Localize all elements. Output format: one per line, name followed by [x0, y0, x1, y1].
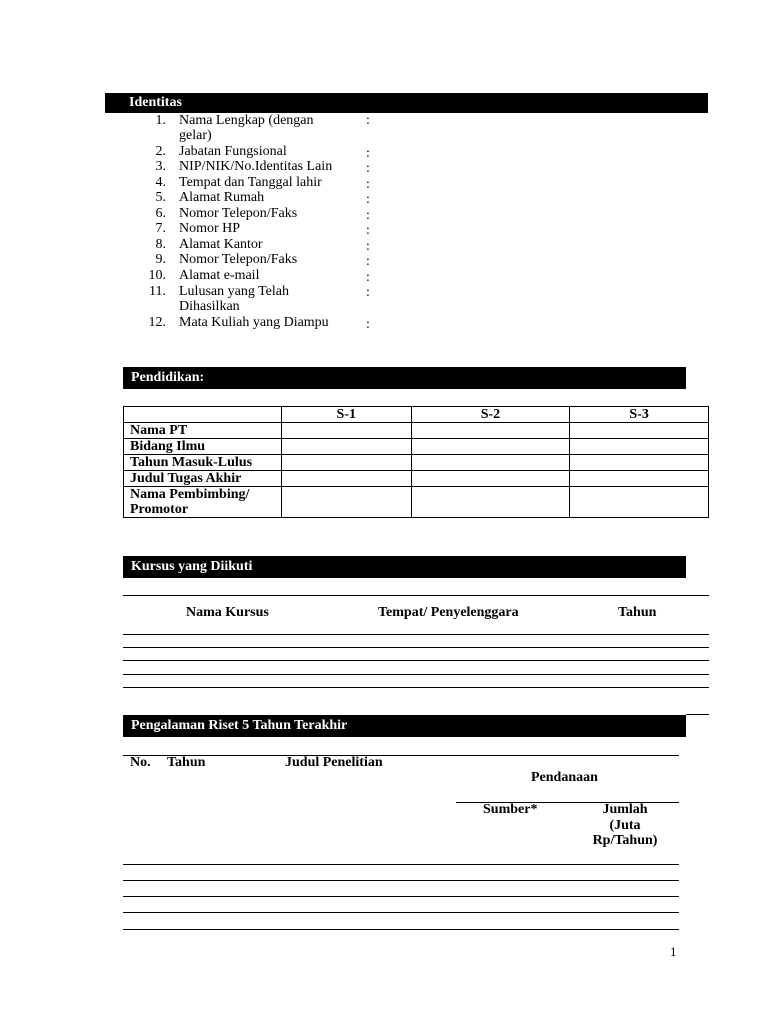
riset-col-judul: Judul Penelitian	[285, 755, 383, 770]
identitas-num-7: 7.	[155, 221, 166, 236]
table-row	[124, 471, 709, 487]
identitas-label-5: Alamat Rumah	[179, 190, 265, 205]
kursus-col-nama: Nama Kursus	[186, 605, 269, 620]
table-cell[interactable]	[281, 423, 411, 439]
table-cell[interactable]	[570, 487, 709, 518]
kursus-end-rule	[686, 714, 709, 715]
kursus-row-rule	[123, 687, 709, 688]
table-row	[124, 455, 709, 471]
identitas-label-1b: gelar)	[179, 128, 212, 143]
kursus-top-rule	[123, 595, 709, 596]
table-cell[interactable]	[411, 471, 570, 487]
pendidikan-table	[123, 406, 709, 518]
identitas-label-2: Jabatan Fungsional	[179, 144, 287, 159]
identitas-label-9: Nomor Telepon/Faks	[179, 252, 298, 267]
pendidikan-title: Pendidikan:	[131, 370, 205, 385]
pendidikan-col-s2: S-2	[411, 407, 570, 423]
identitas-num-5: 5.	[155, 190, 166, 205]
riset-row-rule	[123, 880, 679, 881]
kursus-row-rule	[123, 634, 709, 635]
identitas-colon-2: :	[366, 146, 370, 161]
identitas-num-10: 10.	[148, 268, 166, 283]
riset-col-jumlah-3: Rp/Tahun)	[592, 833, 658, 848]
riset-header	[123, 715, 686, 737]
identitas-title: Identitas	[129, 95, 182, 110]
identitas-colon-7: :	[366, 223, 370, 238]
pendidikan-row-label: Nama Pembimbing/ Promotor	[124, 487, 282, 518]
table-cell[interactable]	[411, 455, 570, 471]
identitas-colon-9: :	[366, 254, 370, 269]
identitas-num-1: 1.	[155, 113, 166, 128]
riset-title: Pengalaman Riset 5 Tahun Terakhir	[131, 718, 348, 733]
identitas-num-12: 12.	[148, 315, 166, 330]
identitas-label-10: Alamat e-mail	[179, 268, 260, 283]
riset-col-jumlah-1: Jumlah	[602, 802, 648, 817]
riset-col-tahun: Tahun	[167, 755, 206, 770]
identitas-label-6: Nomor Telepon/Faks	[179, 206, 298, 221]
identitas-label-11b: Dihasilkan	[179, 299, 240, 314]
pendidikan-row-label: Nama PT	[124, 423, 282, 439]
identitas-label-3: NIP/NIK/No.Identitas Lain	[179, 159, 333, 174]
identitas-colon-8: :	[366, 239, 370, 254]
kursus-col-tahun: Tahun	[618, 605, 657, 620]
table-cell[interactable]	[570, 471, 709, 487]
identitas-num-6: 6.	[155, 206, 166, 221]
identitas-colon-4: :	[366, 177, 370, 192]
identitas-colon-5: :	[366, 192, 370, 207]
identitas-colon-11: :	[366, 285, 370, 300]
pendidikan-header-row	[124, 407, 709, 423]
pendidikan-row-label: Judul Tugas Akhir	[124, 471, 282, 487]
identitas-colon-12: :	[366, 317, 370, 332]
identitas-colon-10: :	[366, 270, 370, 285]
kursus-row-rule	[123, 647, 709, 648]
identitas-num-8: 8.	[155, 237, 166, 252]
pendidikan-row-label: Bidang Ilmu	[124, 439, 282, 455]
pendidikan-col-s3: S-3	[570, 407, 709, 423]
table-cell[interactable]	[281, 439, 411, 455]
table-cell[interactable]	[281, 487, 411, 518]
identitas-colon-3: :	[366, 161, 370, 176]
kursus-row-rule	[123, 660, 709, 661]
table-cell[interactable]	[570, 423, 709, 439]
table-row	[124, 439, 709, 455]
identitas-colon-1: :	[366, 113, 370, 128]
identitas-num-3: 3.	[155, 159, 166, 174]
table-cell[interactable]	[411, 439, 570, 455]
table-cell[interactable]	[281, 471, 411, 487]
identitas-label-1: Nama Lengkap (dengan	[179, 113, 314, 128]
table-cell[interactable]	[570, 455, 709, 471]
riset-col-pendanaan: Pendanaan	[531, 770, 598, 785]
riset-top-rule	[123, 755, 679, 756]
riset-col-jumlah-2: (Juta	[609, 818, 641, 833]
kursus-col-tempat: Tempat/ Penyelenggara	[378, 605, 519, 620]
page-number: 1	[670, 944, 677, 959]
identitas-header	[105, 93, 708, 113]
kursus-title: Kursus yang Diikuti	[131, 559, 253, 574]
table-cell[interactable]	[411, 487, 570, 518]
kursus-row-rule	[123, 674, 709, 675]
identitas-label-12: Mata Kuliah yang Diampu	[179, 315, 329, 330]
riset-col-sumber: Sumber*	[483, 802, 538, 817]
identitas-colon-6: :	[366, 208, 370, 223]
identitas-num-9: 9.	[155, 252, 166, 267]
pendidikan-col-empty	[124, 407, 282, 423]
identitas-num-4: 4.	[155, 175, 166, 190]
table-row	[124, 423, 709, 439]
identitas-num-2: 2.	[155, 144, 166, 159]
identitas-label-7: Nomor HP	[179, 221, 241, 236]
identitas-label-11: Lulusan yang Telah	[179, 284, 289, 299]
identitas-num-11: 11.	[149, 284, 166, 299]
table-cell[interactable]	[570, 439, 709, 455]
riset-col-no: No.	[130, 755, 151, 770]
identitas-label-4: Tempat dan Tanggal lahir	[179, 175, 322, 190]
pendidikan-row-label: Tahun Masuk-Lulus	[124, 455, 282, 471]
pendidikan-header	[123, 367, 686, 389]
table-row	[124, 487, 709, 518]
identitas-label-8: Alamat Kantor	[179, 237, 263, 252]
riset-row-rule	[123, 912, 679, 913]
riset-row-rule	[123, 864, 679, 865]
riset-row-rule	[123, 896, 679, 897]
riset-row-rule	[123, 929, 679, 930]
kursus-header	[123, 556, 686, 578]
table-cell[interactable]	[281, 455, 411, 471]
pendidikan-col-s1: S-1	[281, 407, 411, 423]
table-cell[interactable]	[411, 423, 570, 439]
